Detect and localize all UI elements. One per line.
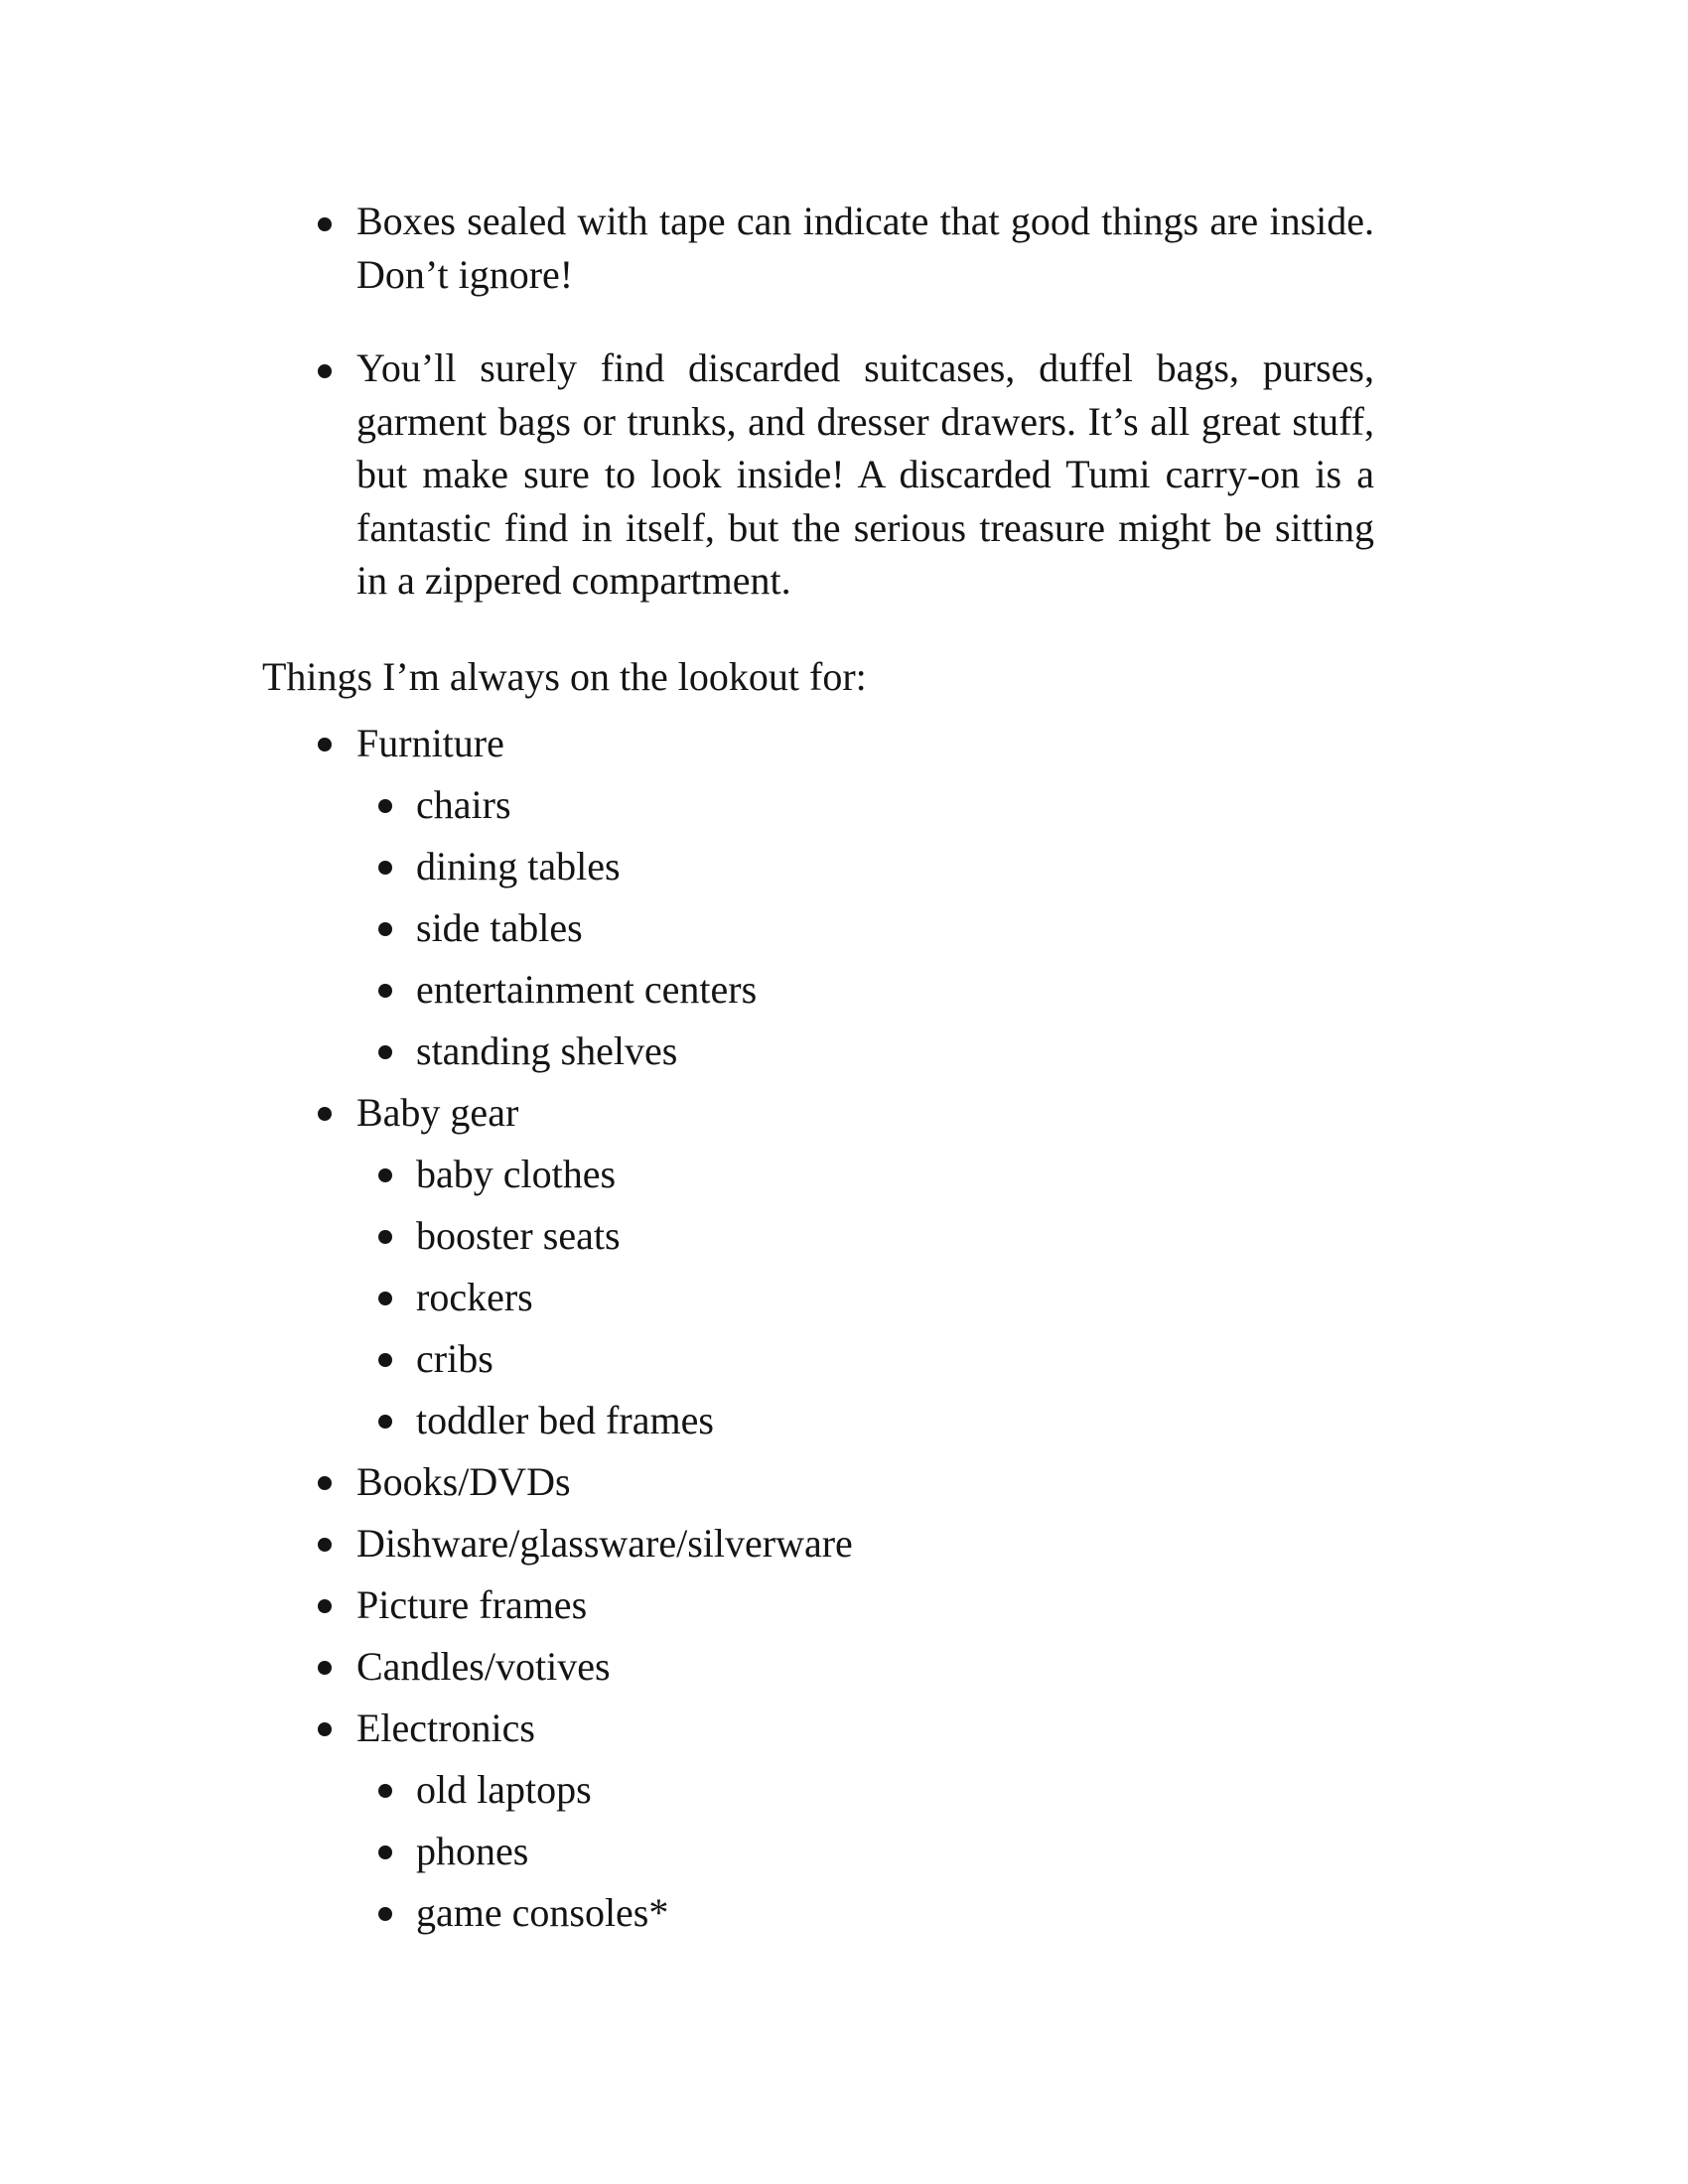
bullet-icon xyxy=(318,1599,332,1613)
bullet-icon xyxy=(378,1045,392,1059)
bullet-icon xyxy=(378,1353,392,1367)
bullet-icon xyxy=(318,217,332,231)
sub-list-item xyxy=(262,1328,853,1390)
list-item xyxy=(262,1082,853,1144)
tip-item xyxy=(262,195,1374,301)
bullet-icon xyxy=(378,1415,392,1429)
list-item xyxy=(262,1513,853,1574)
list-item-label: Furniture xyxy=(356,721,504,765)
list-item-label: Books/DVDs xyxy=(356,1459,571,1504)
bullet-icon xyxy=(378,1845,392,1859)
bullet-icon xyxy=(318,1722,332,1736)
sub-list-item xyxy=(262,1821,853,1882)
sub-list-item xyxy=(262,959,853,1021)
sub-list-item xyxy=(262,1759,853,1821)
tips-list xyxy=(262,195,1374,648)
sub-list-item xyxy=(262,1267,853,1328)
lookout-heading: Things I’m always on the lookout for: xyxy=(262,654,867,699)
sub-list-item xyxy=(262,897,853,959)
list-item-label: Baby gear xyxy=(356,1090,519,1135)
bullet-icon xyxy=(378,861,392,875)
sub-list-item-label: rockers xyxy=(416,1275,533,1319)
bullet-icon xyxy=(378,1168,392,1182)
list-item-label: Electronics xyxy=(356,1706,535,1750)
sub-list-item-label: baby clothes xyxy=(416,1152,617,1196)
tip-text: Boxes sealed with tape can indicate that good things are inside. Don’t ignore! xyxy=(356,199,1374,297)
list-item-label: Picture frames xyxy=(356,1582,588,1627)
tip-item xyxy=(262,341,1374,608)
bullet-icon xyxy=(378,1784,392,1798)
sub-list-item xyxy=(262,1144,853,1205)
sub-list-item-label: standing shelves xyxy=(416,1028,678,1073)
bullet-icon xyxy=(378,799,392,813)
bullet-icon xyxy=(318,1476,332,1490)
sub-list-item xyxy=(262,1882,853,1944)
sub-list-item-label: booster seats xyxy=(416,1213,621,1258)
list-item-label: Candles/votives xyxy=(356,1644,611,1689)
bullet-icon xyxy=(318,1661,332,1675)
bullet-icon xyxy=(318,1107,332,1121)
bullet-icon xyxy=(318,364,332,378)
sub-list-item-label: toddler bed frames xyxy=(416,1398,714,1442)
sub-list-item-label: side tables xyxy=(416,905,583,950)
list-item xyxy=(262,1698,853,1759)
list-item xyxy=(262,1574,853,1636)
list-item xyxy=(262,1451,853,1513)
tip-text: You’ll surely find discarded suitcases, duffel bags, purses, garment bags or trunks, and dresser drawers. It’s all great stuff, but make sure to look inside! A discarded Tumi carry-on is a fantastic find in itself, but the serious treasure might be sitting in a zippered compartment. xyxy=(356,345,1374,603)
sub-list-item-label: phones xyxy=(416,1829,529,1873)
sub-list-item xyxy=(262,1021,853,1082)
sub-list-item xyxy=(262,774,853,836)
sub-list-item-label: dining tables xyxy=(416,844,621,888)
list-item-label: Dishware/glassware/silverware xyxy=(356,1521,853,1566)
lookout-list xyxy=(262,713,853,1944)
list-item xyxy=(262,1636,853,1698)
bullet-icon xyxy=(318,1538,332,1552)
bullet-icon xyxy=(378,1230,392,1244)
bullet-icon xyxy=(378,1292,392,1305)
sub-list-item xyxy=(262,836,853,897)
bullet-icon xyxy=(378,922,392,936)
sub-list-item-label: game consoles* xyxy=(416,1890,669,1935)
sub-list-item-label: entertainment centers xyxy=(416,967,758,1012)
bullet-icon xyxy=(378,984,392,998)
sub-list-item xyxy=(262,1390,853,1451)
bullet-icon xyxy=(318,738,332,751)
sub-list-item-label: chairs xyxy=(416,782,511,827)
sub-list-item-label: cribs xyxy=(416,1336,493,1381)
bullet-icon xyxy=(378,1907,392,1921)
list-item xyxy=(262,713,853,774)
sub-list-item-label: old laptops xyxy=(416,1767,592,1812)
sub-list-item xyxy=(262,1205,853,1267)
